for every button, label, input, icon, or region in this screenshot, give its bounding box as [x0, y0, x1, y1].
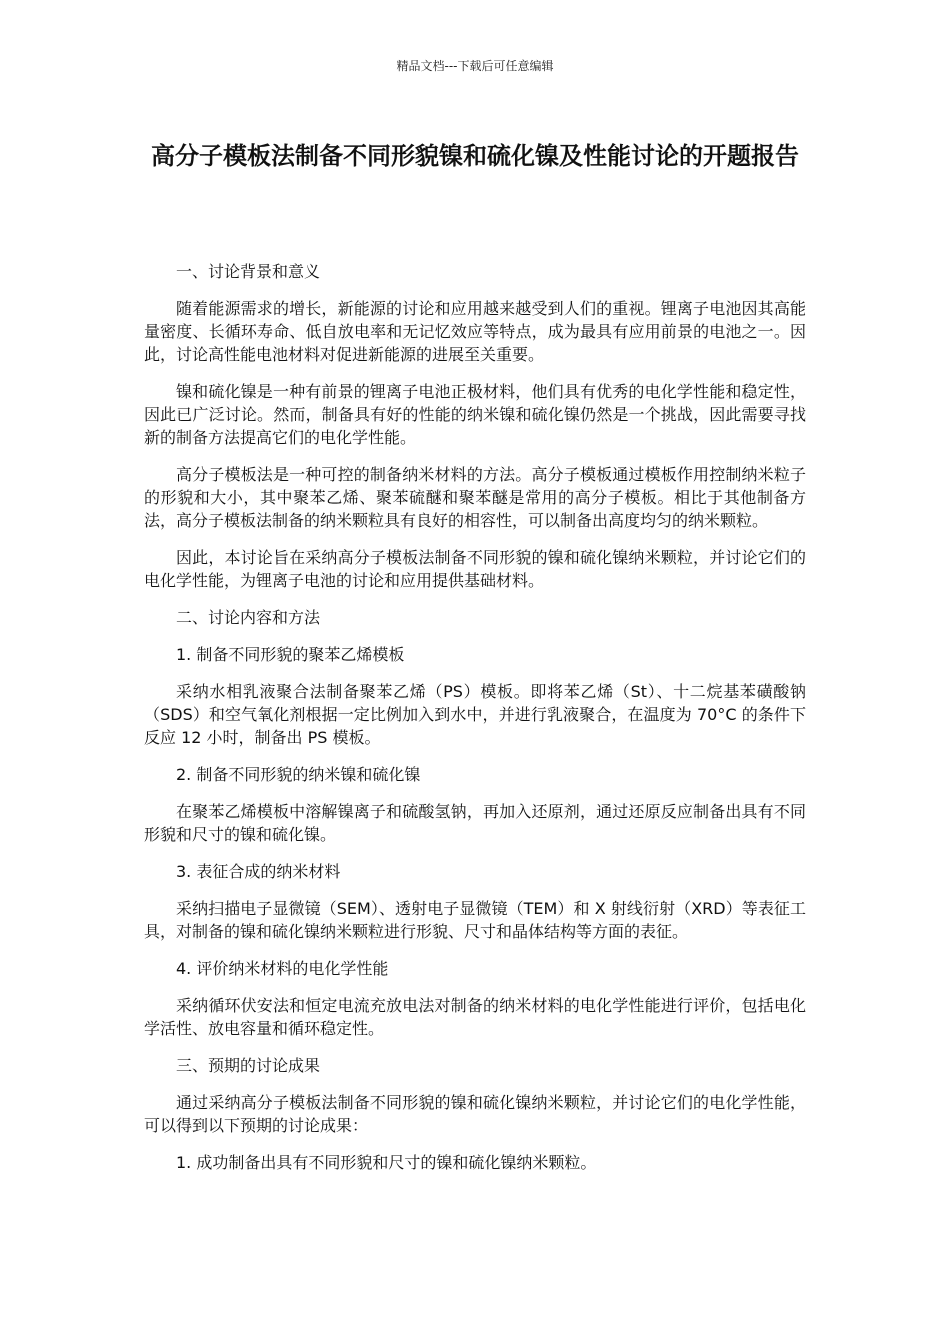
page-header-note: 精品文档---下载后可任意编辑 — [396, 59, 554, 73]
paragraph-characterization: 采纳扫描电子显微镜（SEM）、透射电子显微镜（TEM）和 X 射线衍射（XRD）等表征工具，对制备的镍和硫化镍纳米颗粒进行形貌、尺寸和晶体结构等方面的表征。 — [144, 899, 806, 941]
document-body — [144, 260, 806, 1188]
expected-result-item-1: 1. 成功制备出具有不同形貌和尺寸的镍和硫化镍纳米颗粒。 — [176, 1153, 597, 1172]
paragraph-research-aim: 因此，本讨论旨在采纳高分子模板法制备不同形貌的镍和硫化镍纳米颗粒，并讨论它们的电化学性能，为锂离子电池的讨论和应用提供基础材料。 — [144, 548, 806, 590]
section-heading-background: 一、讨论背景和意义 — [176, 262, 321, 281]
subheading-electrochemistry: 4. 评价纳米材料的电化学性能 — [176, 959, 389, 978]
paragraph-nano-nickel: 在聚苯乙烯模板中溶解镍离子和硫酸氢钠，再加入还原剂，通过还原反应制备出具有不同形貌和尺寸的镍和硫化镍。 — [144, 802, 806, 844]
section-heading-methods: 二、讨论内容和方法 — [176, 608, 321, 627]
subheading-characterization: 3. 表征合成的纳米材料 — [176, 862, 341, 881]
subheading-ps-template: 1. 制备不同形貌的聚苯乙烯模板 — [176, 645, 405, 664]
paragraph-nickel-materials: 镍和硫化镍是一种有前景的锂离子电池正极材料，他们具有优秀的电化学性能和稳定性，因此已广泛讨论。然而，制备具有好的性能的纳米镍和硫化镍仍然是一个挑战，因此需要寻找新的制备方法提高它们的电化学性能。 — [144, 382, 806, 447]
paragraph-template-method: 高分子模板法是一种可控的制备纳米材料的方法。高分子模板通过模板作用控制纳米粒子的形貌和大小，其中聚苯乙烯、聚苯硫醚和聚苯醚是常用的高分子模板。相比于其他制备方法，高分子模板法制备的纳米颗粒具有良好的相容性，可以制备出高度均匀的纳米颗粒。 — [144, 465, 806, 530]
paragraph-electrochemistry: 采纳循环伏安法和恒定电流充放电法对制备的纳米材料的电化学性能进行评价，包括电化学活性、放电容量和循环稳定性。 — [144, 996, 806, 1038]
subheading-nano-nickel: 2. 制备不同形貌的纳米镍和硫化镍 — [176, 765, 421, 784]
paragraph-expected-results: 通过采纳高分子模板法制备不同形貌的镍和硫化镍纳米颗粒，并讨论它们的电化学性能，可以得到以下预期的讨论成果： — [144, 1093, 806, 1135]
section-heading-expected-results: 三、预期的讨论成果 — [176, 1056, 321, 1075]
document-title: 高分子模板法制备不同形貌镍和硫化镍及性能讨论的开题报告 — [151, 142, 799, 170]
paragraph-energy-demand: 随着能源需求的增长，新能源的讨论和应用越来越受到人们的重视。锂离子电池因其高能量密度、长循环寿命、低自放电率和无记忆效应等特点，成为最具有应用前景的电池之一。因此，讨论高性能电池材料对促进新能源的进展至关重要。 — [144, 299, 806, 364]
paragraph-ps-template: 采纳水相乳液聚合法制备聚苯乙烯（PS）模板。即将苯乙烯（St）、十二烷基苯磺酸钠（SDS）和空气氧化剂根据一定比例加入到水中，并进行乳液聚合，在温度为 70°C 的条件下反应 12 小时，制备出 PS 模板。 — [144, 682, 806, 747]
